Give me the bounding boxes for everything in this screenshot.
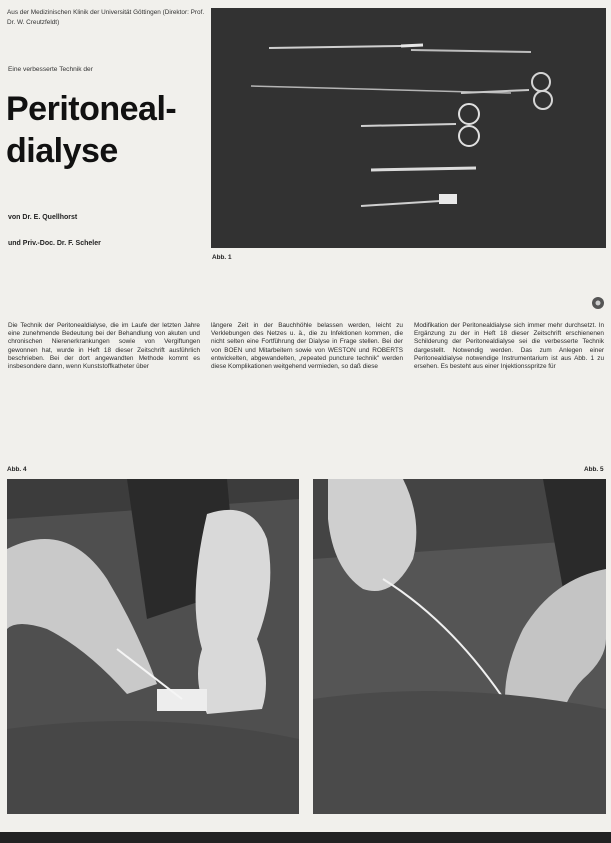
caption-abb4: Abb. 4 <box>7 466 27 473</box>
caption-abb5: Abb. 5 <box>584 466 604 473</box>
page-mark-icon <box>590 296 606 310</box>
photo-abb1-instruments <box>211 8 606 248</box>
title-line-1: Peritoneal- <box>6 90 177 128</box>
body-column-3: Modifikation der Peritonealdialyse sich immer mehr durchsetzt. In Ergänzung zu der in Heft 18 dieser Zeitschrift erschienenen Schilderung der Peritonealdialyse sei die verbesserte Technik dargestellt. Notwendig werden. Das zum Anlegen einer Peritonealdialyse notwendige Instrumentarium ist aus Abb. 1 zu ersehen. Es besteht aus einer Injektionsspritze für <box>414 322 604 371</box>
article-kicker: Eine verbesserte Technik der <box>8 66 93 73</box>
page-bottom-bar <box>0 832 611 843</box>
body-column-2: längere Zeit in der Bauchhöhle belassen werden, leicht zu Verklebungen des Netzes u. ä., die zu Infektionen kommen, die nicht selten eine Fortführung der Dialyse in Frage stellen. Bei der von BOEN und Mitarbeitern sowie von WESTON und ROBERTS entwickelten, abgewandelten, „repeated puncture technik" werden diese Komplikationen weitgehend vermieden, so daß diese <box>211 322 403 371</box>
photo-abb5-hands <box>313 479 606 814</box>
photo-abb4-hands <box>7 479 299 814</box>
author-2: und Priv.-Doc. Dr. F. Scheler <box>8 240 101 247</box>
header-note: Aus der Medizinischen Klinik der Universität Göttingen (Direktor: Prof. Dr. W. Creutzfeldt) <box>7 9 205 26</box>
title-line-2: dialyse <box>6 132 118 170</box>
article-title <box>6 88 176 172</box>
body-column-1: Die Technik der Peritonealdialyse, die im Laufe der letzten Jahre eine zunehmende Bedeutung bei der Behandlung von akuten und chronischen Nierenerkrankungen sowie von Vergiftungen gewonnen hat, wurde in Heft 18 dieser Zeitschrift ausführlich beschrieben. Bei der dort angewandten Methode kommt es insbesondere dann, wenn Kunststoffkatheter über <box>8 322 200 371</box>
caption-abb1: Abb. 1 <box>212 254 232 261</box>
author-1: von Dr. E. Quellhorst <box>8 214 78 221</box>
